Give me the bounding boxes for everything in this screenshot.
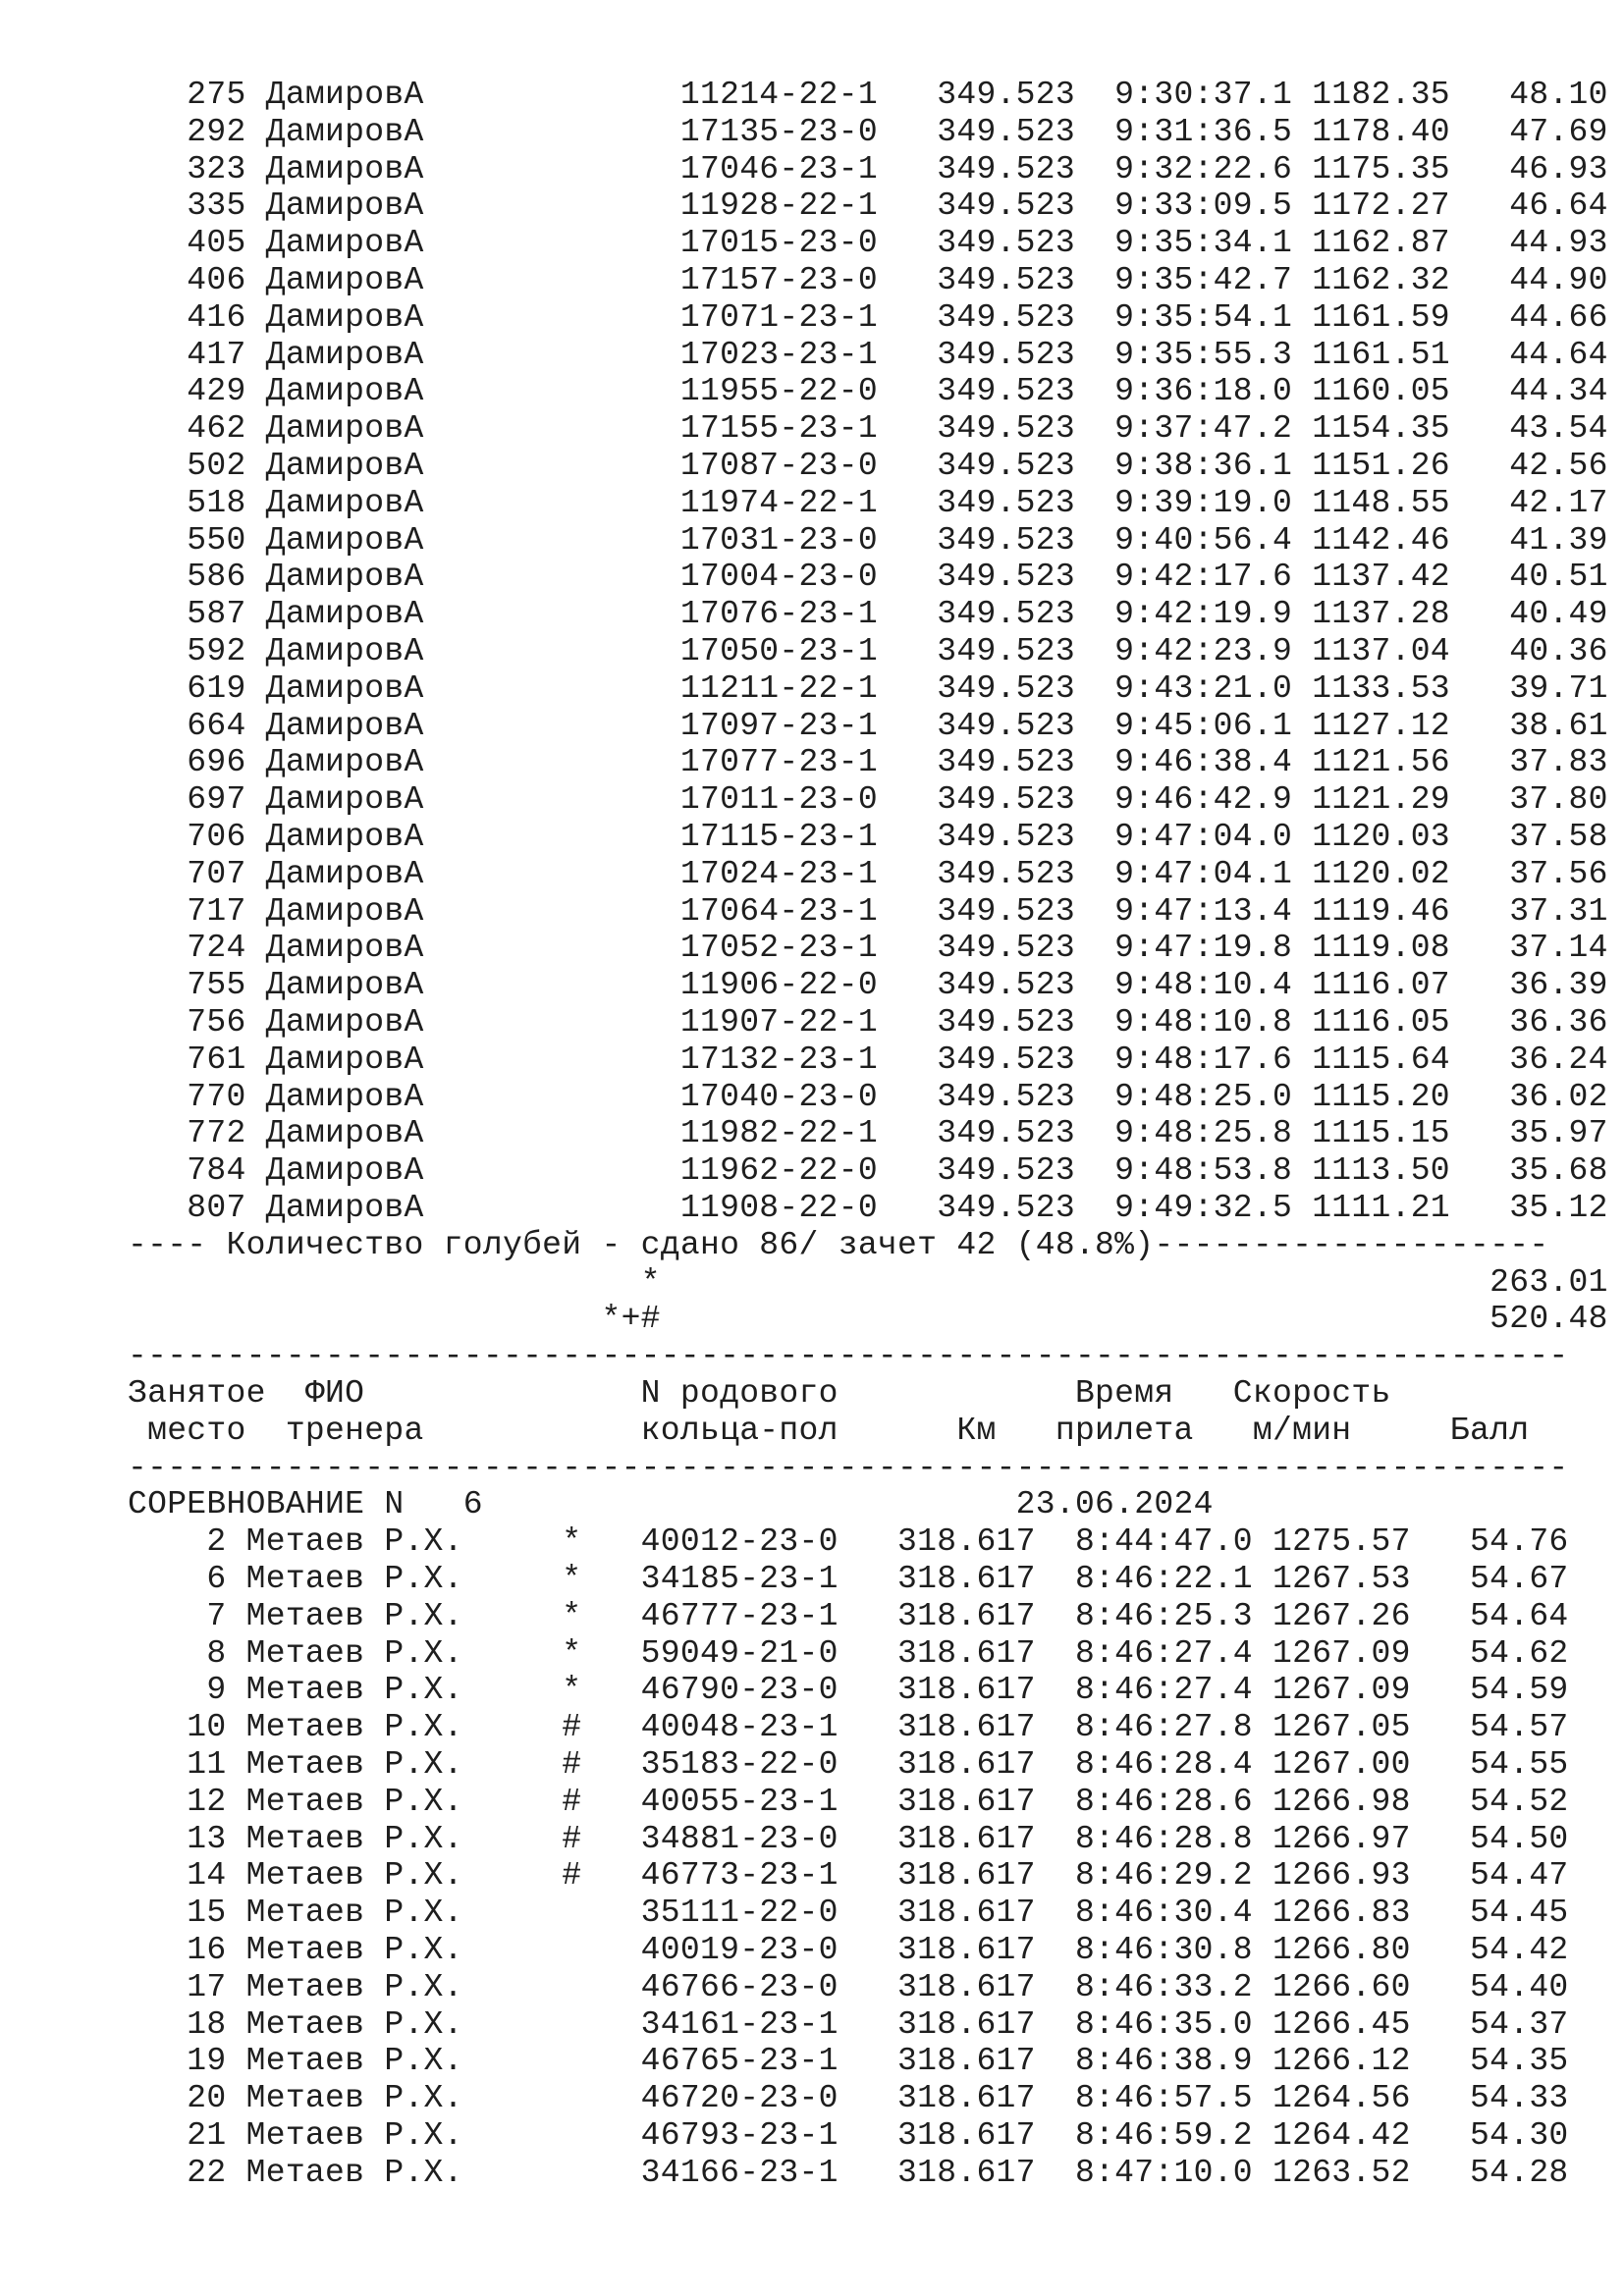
- report-line: -------------------------------------------------------------------------: [128, 1450, 1569, 1486]
- report-line: СОРЕВНОВАНИЕ N 6 23.06.2024: [128, 1486, 1214, 1522]
- report-line: 20 Метаев Р.Х. 46720-23-0 318.617 8:46:57.5 1264.56 54.33: [128, 2080, 1569, 2116]
- report-line: 335 ДамировА 11928-22-1 349.523 9:33:09.5 1172.27 46.64: [128, 187, 1608, 224]
- report-line: 7 Метаев Р.Х. * 46777-23-1 318.617 8:46:25.3 1267.26 54.64: [128, 1598, 1569, 1634]
- report-line: 587 ДамировА 17076-23-1 349.523 9:42:19.9 1137.28 40.49: [128, 596, 1608, 632]
- report-line: 6 Метаев Р.Х. * 34185-23-1 318.617 8:46:22.1 1267.53 54.67: [128, 1561, 1569, 1597]
- report-line: 462 ДамировА 17155-23-1 349.523 9:37:47.2 1154.35 43.54: [128, 410, 1608, 447]
- report-line: 761 ДамировА 17132-23-1 349.523 9:48:17.6 1115.64 36.24: [128, 1041, 1608, 1078]
- report-line: Занятое ФИО N родового Время Скорость: [128, 1375, 1391, 1412]
- report-line: 807 ДамировА 11908-22-0 349.523 9:49:32.5 1111.21 35.12: [128, 1190, 1608, 1226]
- report-line: 8 Метаев Р.Х. * 59049-21-0 318.617 8:46:27.4 1267.09 54.62: [128, 1635, 1569, 1672]
- report-line: * 263.01: [128, 1264, 1608, 1301]
- report-line: 429 ДамировА 11955-22-0 349.523 9:36:18.0 1160.05 44.34: [128, 373, 1608, 409]
- report-line: 11 Метаев Р.Х. # 35183-22-0 318.617 8:46:28.4 1267.00 54.55: [128, 1746, 1569, 1783]
- report-line: 502 ДамировА 17087-23-0 349.523 9:38:36.1 1151.26 42.56: [128, 448, 1608, 484]
- report-line: -------------------------------------------------------------------------: [128, 1338, 1569, 1374]
- report-line: 417 ДамировА 17023-23-1 349.523 9:35:55.3 1161.51 44.64: [128, 337, 1608, 373]
- report-line: 706 ДамировА 17115-23-1 349.523 9:47:04.0 1120.03 37.58: [128, 819, 1608, 855]
- report-line: 784 ДамировА 11962-22-0 349.523 9:48:53.8 1113.50 35.68: [128, 1152, 1608, 1189]
- report-line: 21 Метаев Р.Х. 46793-23-1 318.617 8:46:59.2 1264.42 54.30: [128, 2117, 1569, 2154]
- report-line: 755 ДамировА 11906-22-0 349.523 9:48:10.4 1116.07 36.39: [128, 967, 1608, 1003]
- report-line: 717 ДамировА 17064-23-1 349.523 9:47:13.4 1119.46 37.31: [128, 893, 1608, 930]
- report-line: 406 ДамировА 17157-23-0 349.523 9:35:42.7 1162.32 44.90: [128, 262, 1608, 298]
- report-line: 416 ДамировА 17071-23-1 349.523 9:35:54.1 1161.59 44.66: [128, 299, 1608, 336]
- report-line: 707 ДамировА 17024-23-1 349.523 9:47:04.1 1120.02 37.56: [128, 856, 1608, 892]
- report-line: 770 ДамировА 17040-23-0 349.523 9:48:25.0 1115.20 36.02: [128, 1079, 1608, 1115]
- report-line: 18 Метаев Р.Х. 34161-23-1 318.617 8:46:35.0 1266.45 54.37: [128, 2006, 1569, 2043]
- report-line: 664 ДамировА 17097-23-1 349.523 9:45:06.1 1127.12 38.61: [128, 708, 1608, 744]
- report-line: 10 Метаев Р.Х. # 40048-23-1 318.617 8:46:27.8 1267.05 54.57: [128, 1709, 1569, 1745]
- report-line: 13 Метаев Р.Х. # 34881-23-0 318.617 8:46:28.8 1266.97 54.50: [128, 1821, 1569, 1857]
- report-line: 586 ДамировА 17004-23-0 349.523 9:42:17.6 1137.42 40.51: [128, 559, 1608, 595]
- report-line: *+# 520.48: [128, 1301, 1608, 1337]
- report-line: 518 ДамировА 11974-22-1 349.523 9:39:19.0 1148.55 42.17: [128, 485, 1608, 521]
- report-line: 12 Метаев Р.Х. # 40055-23-1 318.617 8:46:28.6 1266.98 54.52: [128, 1784, 1569, 1820]
- report-line: 697 ДамировА 17011-23-0 349.523 9:46:42.9 1121.29 37.80: [128, 781, 1608, 818]
- report-line: 405 ДамировА 17015-23-0 349.523 9:35:34.1 1162.87 44.93: [128, 225, 1608, 261]
- report-line: 9 Метаев Р.Х. * 46790-23-0 318.617 8:46:27.4 1267.09 54.59: [128, 1672, 1569, 1708]
- report-line: 22 Метаев Р.Х. 34166-23-1 318.617 8:47:10.0 1263.52 54.28: [128, 2155, 1569, 2191]
- report-line: 2 Метаев Р.Х. * 40012-23-0 318.617 8:44:47.0 1275.57 54.76: [128, 1523, 1569, 1560]
- report-line: 16 Метаев Р.Х. 40019-23-0 318.617 8:46:30.8 1266.80 54.42: [128, 1932, 1569, 1968]
- report-line: 323 ДамировА 17046-23-1 349.523 9:32:22.6 1175.35 46.93: [128, 151, 1608, 187]
- report-line: 275 ДамировА 11214-22-1 349.523 9:30:37.1 1182.35 48.10: [128, 77, 1608, 113]
- report-line: ---- Количество голубей - сдано 86/ зачет 42 (48.8%)--------------------: [128, 1227, 1549, 1263]
- report-line: 550 ДамировА 17031-23-0 349.523 9:40:56.4 1142.46 41.39: [128, 522, 1608, 559]
- report-line: 14 Метаев Р.Х. # 46773-23-1 318.617 8:46:29.2 1266.93 54.47: [128, 1857, 1569, 1894]
- report-line: 292 ДамировА 17135-23-0 349.523 9:31:36.5 1178.40 47.69: [128, 114, 1608, 150]
- report-line: 724 ДамировА 17052-23-1 349.523 9:47:19.8 1119.08 37.14: [128, 930, 1608, 966]
- report-line: 19 Метаев Р.Х. 46765-23-1 318.617 8:46:38.9 1266.12 54.35: [128, 2043, 1569, 2079]
- report-line: 15 Метаев Р.Х. 35111-22-0 318.617 8:46:30.4 1266.83 54.45: [128, 1895, 1569, 1931]
- report-line: 772 ДамировА 11982-22-1 349.523 9:48:25.8 1115.15 35.97: [128, 1115, 1608, 1151]
- report-line: 17 Метаев Р.Х. 46766-23-0 318.617 8:46:33.2 1266.60 54.40: [128, 1969, 1569, 2005]
- report-line: 592 ДамировА 17050-23-1 349.523 9:42:23.9 1137.04 40.36: [128, 633, 1608, 669]
- report-line: 696 ДамировА 17077-23-1 349.523 9:46:38.4 1121.56 37.83: [128, 744, 1608, 780]
- report-line: место тренера кольца-пол Км прилета м/мин Балл: [128, 1413, 1530, 1449]
- report-line: 619 ДамировА 11211-22-1 349.523 9:43:21.0 1133.53 39.71: [128, 670, 1608, 707]
- report-line: 756 ДамировА 11907-22-1 349.523 9:48:10.8 1116.05 36.36: [128, 1004, 1608, 1041]
